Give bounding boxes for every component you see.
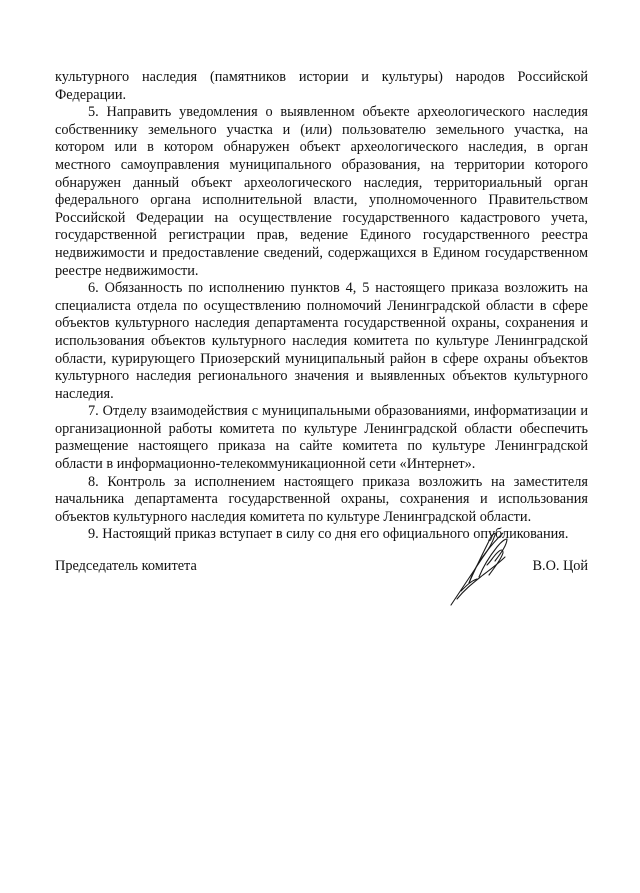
paragraph-5: 5. Направить уведомления о выявленном объекте археологического наследия собственнику земельного участка и (или) пользователю земельного участка, на котором или в котором обнаружен объект археологического наследия, в орган местного самоуправления муниципального образования, на территории которого обнаружен данный объект археологического наследия, территориальный орган федерального органа исполнительной власти, уполномоченного Правительством Российской Федерации на осуществление государственного кадастрового учета, государственной регистрации прав, ведение Единого государственного реестра недвижимости и предоставление сведений, содержащихся в Едином государственном реестре недвижимости. [55, 104, 588, 279]
signatory-title: Председатель комитета [55, 558, 197, 574]
signatory-name: В.О. Цой [532, 558, 588, 574]
continuation-text: культурного наследия (памятников истории и культуры) народов Российской Федерации. [55, 69, 588, 103]
paragraph-8: 8. Контроль за исполнением настоящего приказа возложить на заместителя начальника департамента государственной охраны, сохранения и использования объектов культурного наследия комитета по культуре Ленинградской области. [55, 473, 588, 525]
document-body [55, 69, 588, 544]
signature-block [55, 558, 588, 578]
paragraph-6: 6. Обязанность по исполнению пунктов 4, 5 настоящего приказа возложить на специалиста отдела по осуществлению полномочий Ленинградской области в сфере объектов культурного наследия департамента государственной охраны, сохранения и использования объектов культурного наследия комитета по культуре Ленинградской области, курирующего Приозерский муниципальный район в сфере охраны объектов культурного наследия регионального значения и выявленных объектов культурного наследия. [55, 280, 588, 402]
paragraph-7: 7. Отделу взаимодействия с муниципальными образованиями, информатизации и организационной работы комитета по культуре Ленинградской области обеспечить размещение настоящего приказа на сайте комитета по культуре Ленинградской области в информационно-телекоммуникационной сети «Интернет». [55, 403, 588, 473]
paragraph-9: 9. Настоящий приказ вступает в силу со дня его официального опубликования. [88, 526, 569, 543]
